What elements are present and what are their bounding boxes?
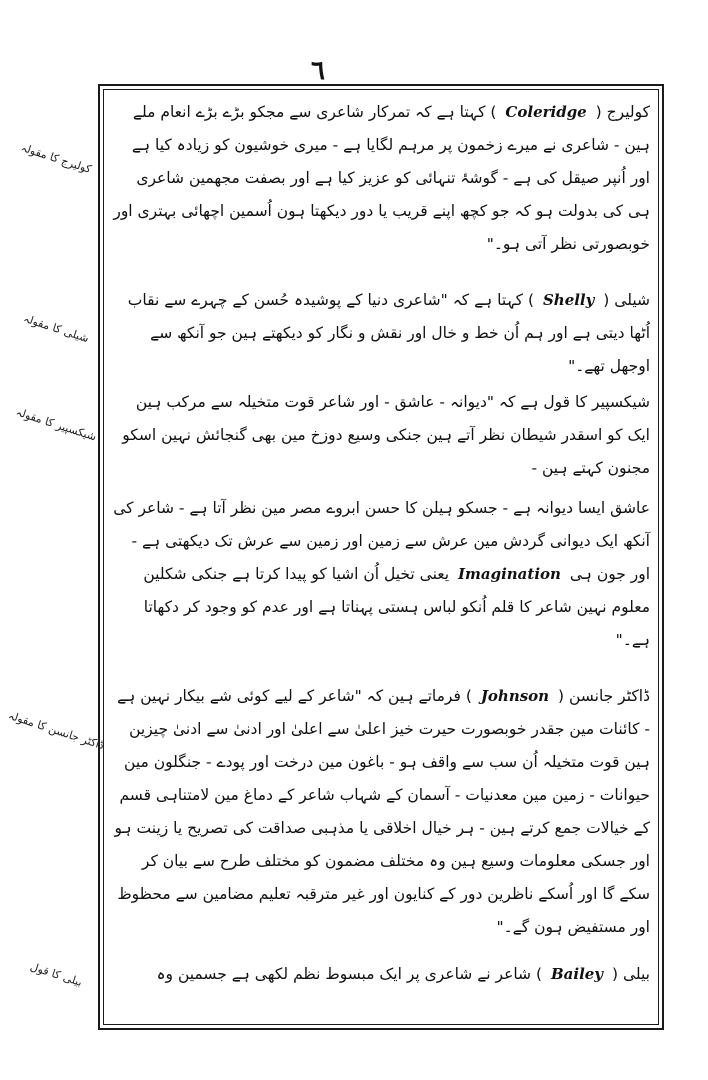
paragraph-text: یعنی تخیل اُن اشیا کو پیدا کرتا ہے جنکی شکلین معلوم نہین شاعر کا قلم اُنکو لباس ہستی پہناتا ہے اور عدم کو وجود کر دکھاتا ہے۔" (143, 565, 650, 649)
margin-note-shakespeare: شیکسپیر کا مقولہ (14, 405, 98, 444)
latin-name: Bailey (550, 965, 604, 983)
margin-note-johnson: ڈاکٹر جانسن کا مقولہ (6, 708, 106, 753)
latin-term: Imagination (457, 565, 561, 583)
margin-note-bailey: بیلی کا قول (28, 960, 84, 990)
paragraph-text: ) شاعر نے شاعری پر ایک مبسوط نظم لکھی ہے جسمین وہ (156, 965, 543, 983)
paragraph-text: شیلی ( (603, 291, 650, 309)
latin-name: Coleridge (505, 103, 587, 121)
paragraph-text: ) کہتا ہے کہ تمرکار شاعری سے مجکو بڑے بڑے انعام ملے ہین - شاعری نے میرے زخمون پر مرہم لگایا ہے - میری خوشیون کو زیادہ کیا ہے اور اُنپر صیقل کی ہے - گوشۂ تنہائی کو عزیز کیا ہے اور بصفت مجھمین شاعری ہی کی بدولت ہو کہ جو کچھ اپنے قریب یا دور دیکھتا ہون اُسمین اچھائی بہتری اور خوبصورتی نظر آتی ہو۔" (113, 103, 650, 253)
paragraph-text: عاشق ایسا دیوانہ ہے - جسکو ہیلن کا حسن ابروے مصر مین نظر آتا ہے - شاعر کی آنکھ ایک دیوانی گردش مین عرش سے زمین اور زمین سے عرش تک دیکھتی ہے - اور جون ہی (113, 499, 650, 583)
paragraph-bailey (110, 958, 650, 991)
paragraph-lover-poet (110, 492, 650, 657)
margin-note-shelley: شیلی کا مقولہ (21, 311, 91, 346)
paragraph-text: کولیرج ( (595, 103, 650, 121)
paragraph-coleridge (110, 96, 650, 261)
paragraph-text: ڈاکٹر جانسن ( (558, 687, 650, 705)
paragraph-text: شیکسپیر کا قول ہے کہ "دیوانہ - عاشق - اور شاعر قوت متخیلہ سے مرکب ہین ایک کو اسقدر شیطان نظر آتے ہین جنکی وسیع دوزخ مین بھی گنجائش نہین اسکو مجنون کہتے ہین - (122, 393, 650, 477)
latin-name: Shelly (542, 291, 595, 309)
paragraph-shakespeare (110, 386, 650, 485)
latin-name: Johnson (480, 687, 550, 705)
margin-note-coleridge: کولیرج کا مقولہ (19, 141, 94, 177)
paragraph-text: بیلی ( (611, 965, 650, 983)
paragraph-shelley (110, 284, 650, 383)
paragraph-text: ) کہتا ہے کہ "شاعری دنیا کے پوشیدہ حُسن کے چہرے سے نقاب اُٹھا دیتی ہے اور ہم اُن خط و خال اور نقش و نگار کو دیکھتے ہین جو آنکھ سے اوجھل تھے۔" (127, 291, 650, 375)
page-number: ٦ (311, 56, 325, 86)
paragraph-johnson (110, 680, 650, 944)
paragraph-text: ) فرماتے ہین کہ "شاعر کے لیے کوئی شے بیکار نہین ہے - کائنات مین جقدر خوبصورت حیرت خیز اعلیٰ سے اعلیٰ اور ادنیٰ سے ادنیٰ چیزین ہین قوت متخیلہ اُن سب سے واقف ہو - باغون مین درخت اور پودے - جنگلون مین حیوانات - زمین مین معدنیات - آسمان کے شہاب شاعر کے دماغ مین لامتناہی قسم کے خیالات جمع کرتے ہین - ہر خیال اخلاقی یا مذہبی صداقت کی تصریح یا زینت ہو اور جسکی معلومات وسیع ہین وہ مختلف مضمون کو مختلف طرح سے بیان کر سکے گا اور اُسکے ناظرین دور کے کنایون اور غیر مترقبہ تعلیم مضامین سے محظوظ اور مستفیض ہون گے۔" (114, 687, 650, 936)
